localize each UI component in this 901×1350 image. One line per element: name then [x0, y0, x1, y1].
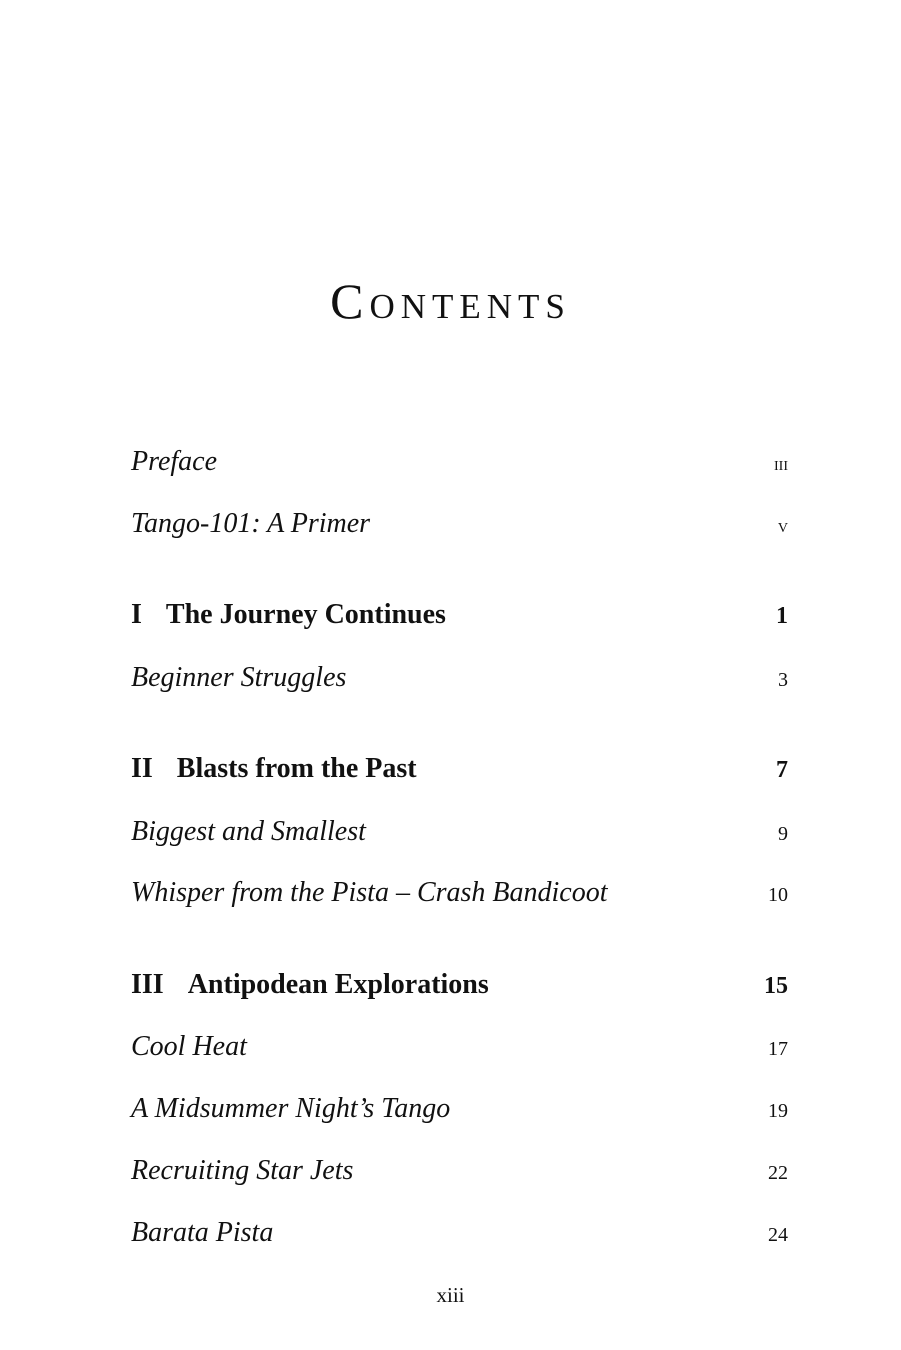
- toc-entry-page: 15: [764, 973, 788, 999]
- toc-entry-barata-pista[interactable]: [131, 1217, 788, 1249]
- toc-part-number: II: [131, 753, 153, 784]
- toc-entry-page: 1: [776, 603, 788, 629]
- toc-part-3[interactable]: [131, 969, 788, 1001]
- toc-entry-page: 9: [778, 823, 788, 845]
- toc-part-1[interactable]: [131, 599, 788, 631]
- toc-entry-cool-heat[interactable]: [131, 1031, 788, 1063]
- toc-entry-title: Barata Pista: [131, 1217, 274, 1248]
- toc-entry-title: Recruiting Star Jets: [131, 1155, 354, 1186]
- toc-part-heading: [131, 599, 446, 631]
- toc-entry-page: 19: [768, 1100, 788, 1122]
- toc-entry-title: Tango-101: A Primer: [131, 508, 371, 539]
- toc-entry-recruiting-star-jets[interactable]: [131, 1155, 788, 1187]
- toc-entry-page: 7: [776, 757, 788, 783]
- toc-entry-page: v: [777, 515, 788, 537]
- toc-part-number: I: [131, 599, 142, 630]
- toc-entry-title: Cool Heat: [131, 1031, 247, 1062]
- toc-part-heading: [131, 969, 489, 1001]
- toc-part-title: Blasts from the Past: [176, 753, 417, 784]
- toc-part-title: Antipodean Explorations: [187, 969, 489, 1000]
- toc-entry-primer[interactable]: [131, 508, 788, 540]
- toc-entry-beginner-struggles[interactable]: [131, 662, 788, 694]
- toc-entry-page: 17: [768, 1038, 788, 1060]
- toc-part-2[interactable]: [131, 753, 788, 785]
- toc-entry-whisper-from-the-pista[interactable]: [131, 877, 788, 909]
- toc-entry-title: Biggest and Smallest: [131, 816, 366, 847]
- toc-entry-title: Whisper from the Pista – Crash Bandicoot: [131, 877, 608, 908]
- toc-entry-page: 22: [768, 1162, 788, 1184]
- toc-entry-page: 10: [768, 884, 788, 906]
- toc-entry-page: 3: [778, 669, 788, 691]
- toc-entry-biggest-and-smallest[interactable]: [131, 816, 788, 848]
- toc-part-title: The Journey Continues: [165, 599, 446, 630]
- toc-entry-preface[interactable]: [131, 446, 788, 478]
- page-title: Contents: [330, 273, 571, 329]
- toc-entry-title: Preface: [131, 446, 218, 477]
- toc-part-number: III: [131, 969, 164, 1000]
- toc-entry-page: 24: [768, 1224, 788, 1246]
- toc-entry-title: Beginner Struggles: [131, 662, 347, 693]
- page-number: xiii: [436, 1283, 465, 1307]
- toc-entry-title: A Midsummer Night’s Tango: [131, 1093, 451, 1124]
- toc-entry-page: iii: [774, 453, 788, 475]
- toc-entry-midsummer-nights-tango[interactable]: [131, 1093, 788, 1125]
- toc-part-heading: [131, 753, 417, 785]
